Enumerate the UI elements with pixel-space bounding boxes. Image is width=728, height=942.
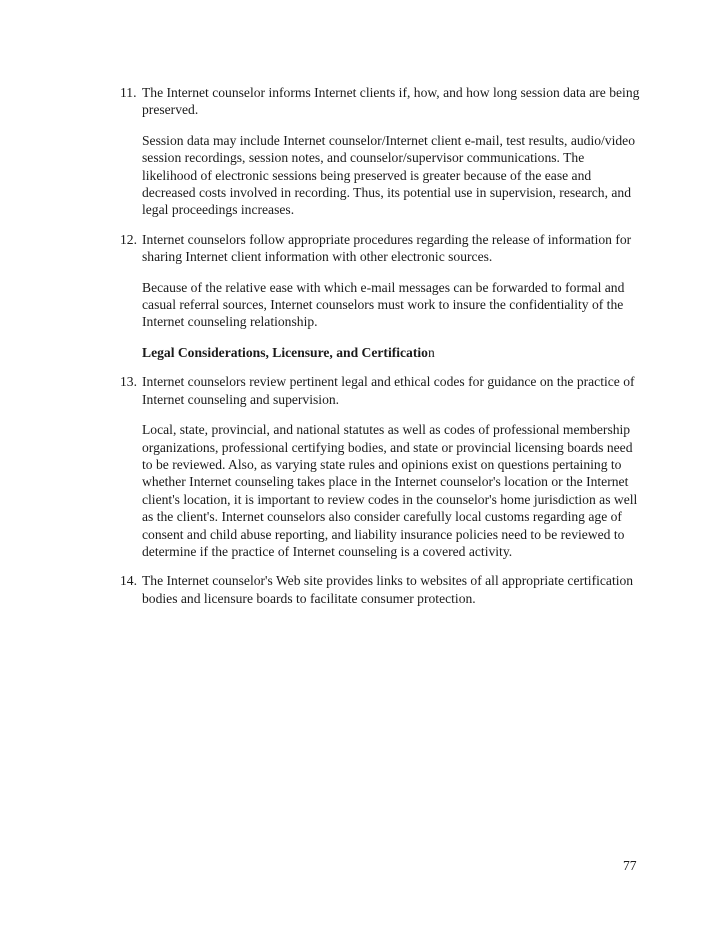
item-body-text: Session data may include Internet counselor/Internet client e-mail, test results, audio/video session recordings, session notes, and counselor/supervisor communications. The likelihood of electronic sessions being preserved is greater because of the ease and decreased costs involved in recording. Thus, its potential use in supervision, research, and legal proceedings increases. — [142, 132, 636, 218]
item-number: 14. — [120, 573, 137, 589]
item-lead-text: Internet counselors review pertinent legal and ethical codes for guidance on the practice of Internet counseling and supervision. — [142, 374, 635, 407]
list-item-11 — [120, 84, 640, 219]
section-heading — [142, 344, 640, 361]
list-item-13 — [120, 373, 640, 560]
item-lead-text: The Internet counselor's Web site provides links to websites of all appropriate certification bodies and licensure boards to facilitate consumer protection. — [142, 573, 634, 606]
item-body-text: Because of the relative ease with which e-mail messages can be forwarded to formal and casual referral sources, Internet counselors must work to insure the confidentiality of the Internet counseling relationship. — [142, 279, 625, 330]
page-number: 77 — [623, 858, 637, 873]
item-number: 12. — [120, 231, 137, 247]
item-lead-text: The Internet counselor informs Internet clients if, how, and how long session data are being preserved. — [142, 85, 640, 118]
item-number: 11. — [120, 85, 137, 100]
item-number: 13. — [120, 374, 137, 390]
list-item-14 — [120, 572, 640, 607]
item-body-text: Local, state, provincial, and national statutes as well as codes of professional membership organizations, professional certifying bodies, and state or provincial licensing boards need to be reviewed. Also, as varying state rules and opinions exist on questions pertaining to whether Internet counseling takes place in the Internet counselor's location or the Internet client's location, it is important to review codes in the counselor's home jurisdiction as well as the client's. Internet counselors also consider carefully local customs regarding age of consent and child abuse reporting, and liability insurance policies need to be reviewed to determine if the practice of Internet counseling is a covered activity. — [142, 422, 638, 559]
section-heading-bold: Legal Considerations, Licensure, and Certificatio — [142, 344, 428, 360]
document-body — [120, 84, 640, 607]
list-item-12 — [120, 231, 640, 361]
section-heading-tail: n — [427, 344, 435, 360]
item-lead-text: Internet counselors follow appropriate procedures regarding the release of information for sharing Internet client information with other electronic sources. — [142, 231, 632, 265]
